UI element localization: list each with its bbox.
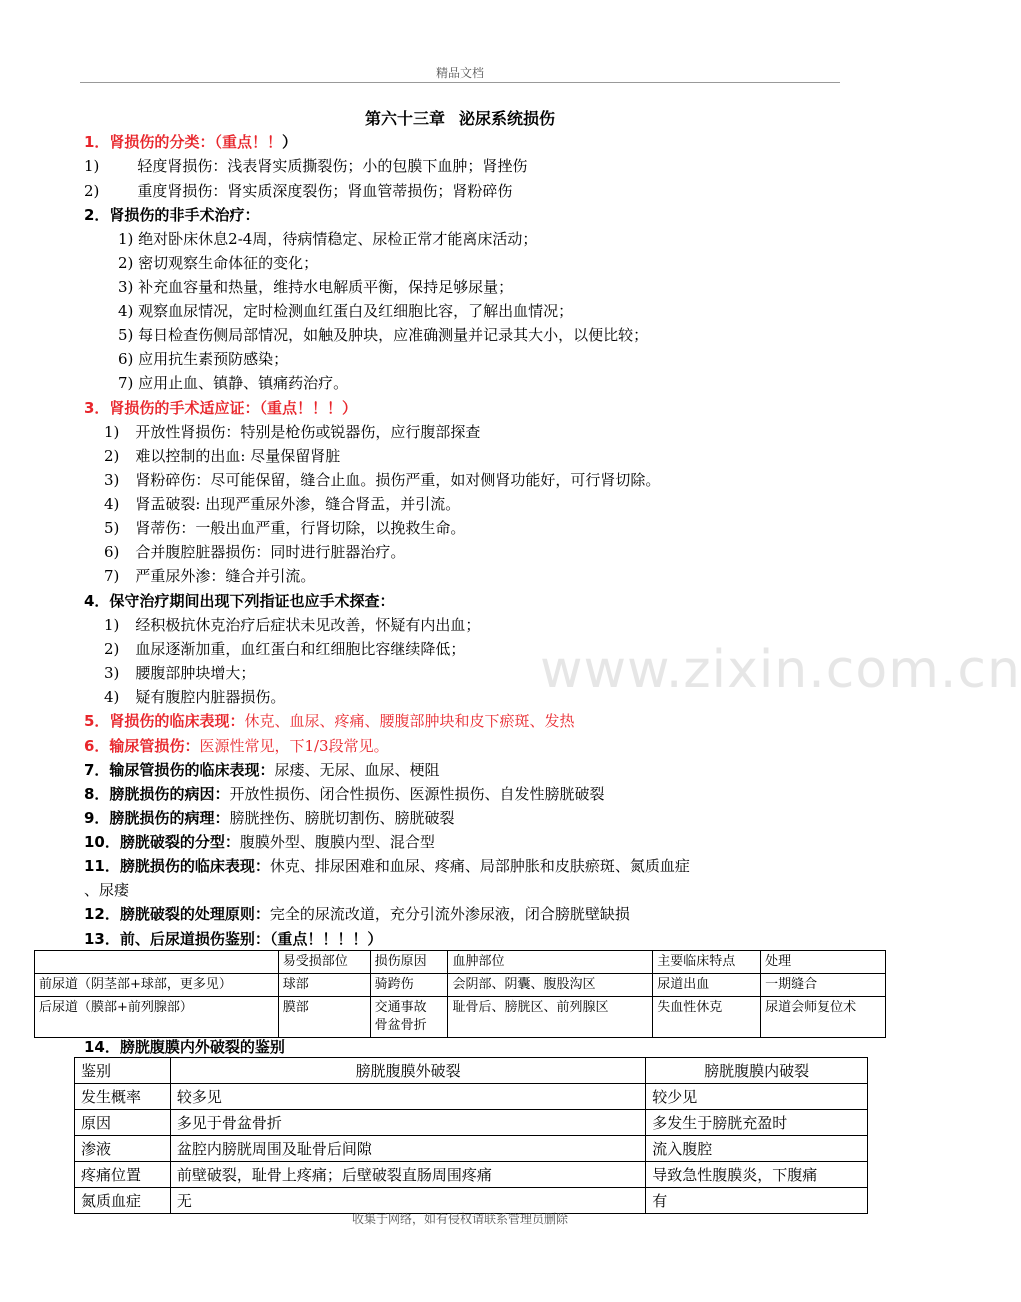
s5-line [84, 710, 574, 731]
table-header-row [75, 1058, 868, 1084]
table-header: 膀胱腹膜外破裂 [170, 1058, 645, 1084]
s7-body: 尿瘘、无尿、血尿、梗阻 [274, 761, 440, 779]
table-row [75, 1084, 868, 1110]
table-cell: 氮质血症 [75, 1188, 171, 1214]
s6-heading: 6．输尿管损伤： [84, 737, 200, 755]
s7-heading: 7．输尿管损伤的临床表现： [84, 761, 275, 779]
item-text: 轻度肾损伤：浅表肾实质撕裂伤；小的包膜下血肿；肾挫伤 [137, 157, 528, 175]
watermark: www.zixin.com.cn [540, 640, 1021, 700]
list-item: 5) 每日检查伤侧局部情况，如触及肿块，应准确测量并记录其大小，以便比较； [118, 326, 649, 344]
s1-heading-tail: ） [281, 133, 297, 151]
list-item [104, 541, 405, 562]
table-row [75, 1136, 868, 1162]
table-header: 损伤原因 [370, 951, 448, 974]
s12-line [84, 903, 630, 924]
s3-heading: 3．肾损伤的手术适应证：（重点！！！） [84, 399, 357, 417]
table-cell: 有 [646, 1188, 868, 1214]
s12-heading: 12．膀胱破裂的处理原则： [84, 905, 270, 923]
s8-line [84, 783, 604, 804]
s9-body: 膀胱挫伤、膀胱切割伤、膀胱破裂 [229, 809, 455, 827]
item-text: 合并腹腔脏器损伤：同时进行脏器治疗。 [135, 543, 406, 561]
list-item [104, 662, 255, 683]
table-cell: 盆腔内膀胱周围及耻骨后间隙 [170, 1136, 645, 1162]
item-text: 重度肾损伤：肾实质深度裂伤；肾血管蒂损伤；肾粉碎伤 [137, 182, 513, 200]
table-cell: 尿道会师复位术 [761, 997, 886, 1038]
item-number: 1) [84, 157, 100, 175]
s8-body: 开放性损伤、闭合性损伤、医源性损伤、自发性膀胱破裂 [229, 785, 605, 803]
table-header: 主要临床特点 [653, 951, 761, 974]
item-text: 开放性肾损伤：特别是枪伤或锐器伤，应行腹部探查 [135, 423, 481, 441]
title-chapter: 第六十三章 [364, 109, 445, 128]
list-item [104, 686, 285, 707]
item-text: 肾粉碎伤：尽可能保留，缝合止血。损伤严重，如对侧肾功能好，可行肾切除。 [135, 471, 661, 489]
urethra-injury-table [34, 950, 886, 1038]
item-number: 2) [84, 182, 100, 200]
table-header: 膀胱腹膜内破裂 [646, 1058, 868, 1084]
header-divider [80, 82, 840, 83]
item-number: 2) [104, 447, 120, 465]
table-cell: 骑跨伤 [370, 974, 448, 997]
s1-heading [84, 131, 297, 152]
list-item [104, 421, 480, 442]
table-row [75, 1110, 868, 1136]
table-cell: 流入腹腔 [646, 1136, 868, 1162]
table-header: 血肿部位 [448, 951, 653, 974]
bladder-rupture-table [74, 1057, 868, 1214]
item-text: 腰腹部肿块增大； [135, 664, 256, 682]
table-cell: 会阴部、阴囊、腹股沟区 [448, 974, 653, 997]
table-header: 处理 [761, 951, 886, 974]
s12-body: 完全的尿流改道，充分引流外渗尿液，闭合膀胱壁缺损 [269, 905, 630, 923]
list-item: 6) 应用抗生素预防感染； [118, 350, 289, 368]
table-cell: 无 [170, 1188, 645, 1214]
page-header: 精品文档 [435, 66, 484, 80]
table-cell: 多见于骨盆骨折 [170, 1110, 645, 1136]
table-cell: 发生概率 [75, 1084, 171, 1110]
s7-line [84, 759, 439, 780]
s10-line [84, 831, 435, 852]
item-text: 肾盂破裂: 出现严重尿外渗，缝合肾盂，并引流。 [135, 495, 461, 513]
item-number: 4) [104, 688, 120, 706]
table-row [75, 1162, 868, 1188]
table-cell: 失血性休克 [653, 997, 761, 1038]
page-title [0, 106, 920, 129]
list-item [104, 493, 460, 514]
table-cell: 耻骨后、膀胱区、前列腺区 [448, 997, 653, 1038]
list-item: 7) 应用止血、镇静、镇痛药治疗。 [118, 374, 349, 392]
s6-line [84, 735, 389, 756]
table-cell: 前壁破裂，耻骨上疼痛；后壁破裂直肠周围疼痛 [170, 1162, 645, 1188]
item-number: 7) [104, 567, 120, 585]
s9-heading: 9．膀胱损伤的病理： [84, 809, 230, 827]
item-number: 2) [104, 640, 120, 658]
table-cell: 前尿道（阴茎部+球部，更多见） [35, 974, 279, 997]
s5-body: 休克、血尿、疼痛、腰腹部肿块和皮下瘀斑、发热 [244, 712, 575, 730]
list-item [104, 469, 660, 490]
item-number: 6) [104, 543, 120, 561]
table-cell: 渗液 [75, 1136, 171, 1162]
item-number: 3) [104, 471, 120, 489]
item-text: 肾蒂伤：一般出血严重，行肾切除，以挽救生命。 [135, 519, 466, 537]
table-cell: 后尿道（膜部+前列腺部） [35, 997, 279, 1038]
s6-body: 医源性常见，下1/3段常见。 [199, 737, 389, 755]
table-header: 鉴别 [75, 1058, 171, 1084]
s13-heading: 13．前、后尿道损伤鉴别：（重点！！！！） [84, 930, 383, 948]
s1-heading-text: 1．肾损伤的分类：（重点！！ [84, 133, 282, 151]
table-cell: 膜部 [278, 997, 370, 1038]
list-item [104, 638, 465, 659]
s5-heading: 5．肾损伤的临床表现： [84, 712, 245, 730]
table-cell: 多发生于膀胱充盈时 [646, 1110, 868, 1136]
item-text: 疑有腹腔内脏器损伤。 [135, 688, 286, 706]
table-cell: 较少见 [646, 1084, 868, 1110]
list-item [84, 155, 527, 176]
table-header: 易受损部位 [278, 951, 370, 974]
table-cell: 较多见 [170, 1084, 645, 1110]
item-text: 严重尿外渗：缝合并引流。 [135, 567, 316, 585]
list-item: 4) 观察血尿情况，定时检测血红蛋白及红细胞比容，了解出血情况； [118, 302, 574, 320]
title-subject: 泌尿系统损伤 [459, 109, 556, 128]
s11-continuation: 、尿瘘 [84, 881, 130, 899]
s11-heading: 11．膀胱损伤的临床表现： [84, 857, 270, 875]
list-item [104, 614, 480, 635]
table-cell: 尿道出血 [653, 974, 761, 997]
page-footer: 收集于网络，如有侵权请联系管理员删除 [351, 1212, 568, 1226]
s11-line [84, 855, 690, 876]
item-text: 难以控制的出血: 尽量保留肾脏 [135, 447, 341, 465]
list-item [104, 517, 465, 538]
s14-heading: 14．膀胱腹膜内外破裂的鉴别 [84, 1038, 285, 1056]
list-item: 2) 密切观察生命体征的变化； [118, 254, 319, 272]
s10-heading: 10．膀胱破裂的分型： [84, 833, 240, 851]
list-item [104, 445, 340, 466]
s8-heading: 8．膀胱损伤的病因： [84, 785, 230, 803]
table-header-row [35, 951, 886, 974]
s11-body: 休克、排尿困难和血尿、疼痛、局部肿胀和皮肤瘀斑、氮质血症 [269, 857, 690, 875]
item-text: 经积极抗休克治疗后症状未见改善，怀疑有内出血； [135, 616, 481, 634]
table-cell: 一期缝合 [761, 974, 886, 997]
table-cell: 球部 [278, 974, 370, 997]
s9-line [84, 807, 454, 828]
list-item [84, 180, 512, 201]
s4-heading: 4．保守治疗期间出现下列指证也应手术探查： [84, 592, 395, 610]
item-number: 4) [104, 495, 120, 513]
list-item [104, 565, 315, 586]
list-item: 3) 补充血容量和热量，维持水电解质平衡，保持足够尿量； [118, 278, 514, 296]
s10-body: 腹膜外型、腹膜内型、混合型 [239, 833, 435, 851]
item-text: 血尿逐渐加重，血红蛋白和红细胞比容继续降低； [135, 640, 466, 658]
item-number: 1) [104, 616, 120, 634]
table-row [35, 974, 886, 997]
table-row [35, 997, 886, 1038]
table-cell: 交通事故 骨盆骨折 [370, 997, 448, 1038]
list-item: 1) 绝对卧床休息2-4周，待病情稳定、尿检正常才能离床活动； [118, 230, 538, 248]
item-number: 5) [104, 519, 120, 537]
item-number: 1) [104, 423, 120, 441]
table-cell: 疼痛位置 [75, 1162, 171, 1188]
table-cell: 原因 [75, 1110, 171, 1136]
item-number: 3) [104, 664, 120, 682]
table-cell: 导致急性腹膜炎，下腹痛 [646, 1162, 868, 1188]
table-header [35, 951, 279, 974]
s2-heading: 2．肾损伤的非手术治疗： [84, 206, 260, 224]
